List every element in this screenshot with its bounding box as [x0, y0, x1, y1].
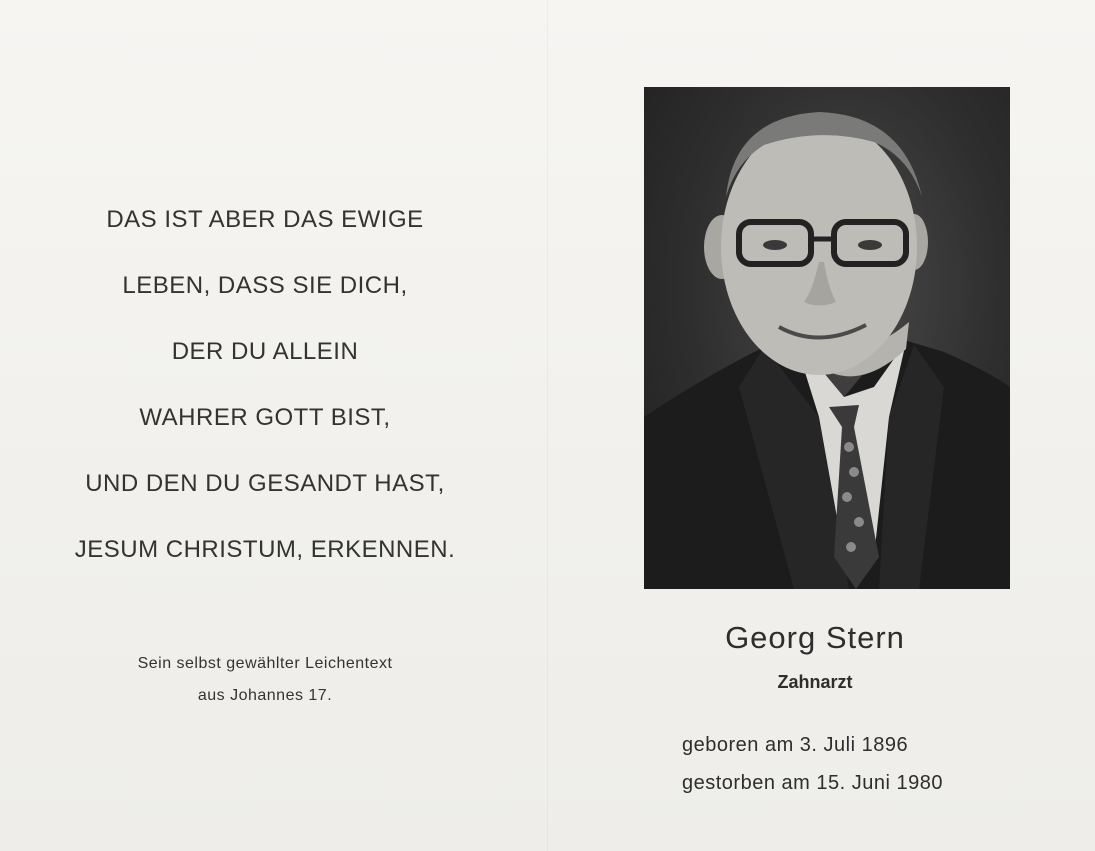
person-name: Georg Stern	[725, 620, 905, 655]
portrait-photo-icon	[644, 87, 1010, 589]
bible-verse	[30, 200, 500, 596]
verse-line: DAS IST ABER DAS EWIGE	[106, 206, 424, 233]
verse-line: LEBEN, DASS SIE DICH,	[122, 272, 408, 299]
card-fold	[547, 0, 548, 851]
verse-line: UND DEN DU GESANDT HAST,	[85, 470, 445, 497]
birth-date: geboren am 3. Juli 1896	[682, 734, 909, 756]
verse-line: JESUM CHRISTUM, ERKENNEN.	[74, 536, 456, 563]
source-line: aus Johannes 17.	[197, 687, 333, 704]
person-profession: Zahnarzt	[777, 672, 853, 692]
portrait-photo	[644, 87, 1010, 589]
source-line: Sein selbst gewählter Leichentext	[137, 655, 393, 672]
verse-line: WAHRER GOTT BIST,	[139, 404, 391, 431]
verse-line: DER DU ALLEIN	[171, 338, 359, 365]
life-dates	[660, 726, 1000, 802]
verse-source	[60, 648, 470, 712]
death-date: gestorben am 15. Juni 1980	[682, 772, 943, 794]
